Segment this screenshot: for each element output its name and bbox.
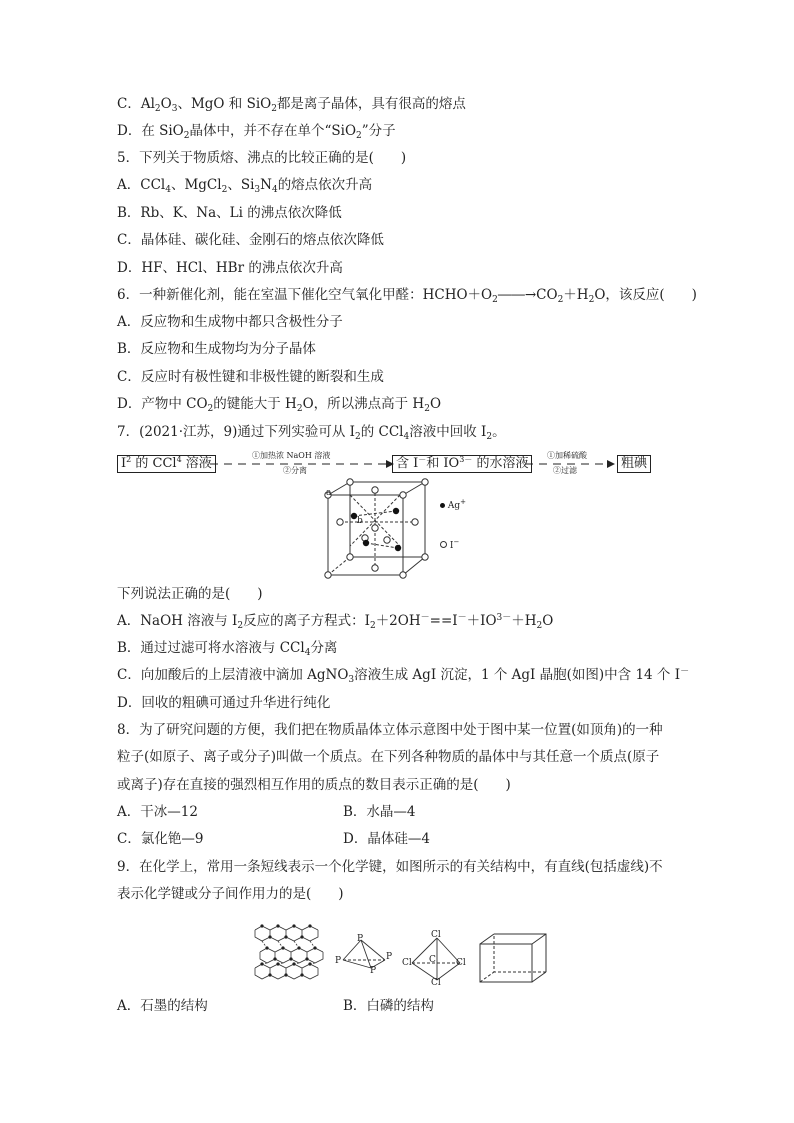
- p-label-left: P: [335, 956, 342, 966]
- graphite-structure-figure: [250, 922, 330, 982]
- cl-label-left: Cl: [402, 958, 412, 968]
- question-8-line-3: 或离子)存在直接的强烈相互作用的质点的数目表示正确的是( ): [117, 777, 511, 793]
- cube-figure: [476, 930, 551, 985]
- question-7-option-b: B．通过过滤可将水溶液与 CCl$_4$分离: [117, 640, 338, 658]
- question-5-option-c: C．晶体硅、碳化硅、金刚石的熔点依次降低: [117, 232, 384, 248]
- option-d-prev: D．在 SiO$_2$晶体中，并不存在单个“SiO$_2$”分子: [117, 123, 396, 141]
- flow-step2-top: ①加稀硫酸: [547, 451, 587, 460]
- question-8-option-a: A．干冰—12: [117, 804, 198, 820]
- cl-label-bottom: Cl: [431, 978, 441, 988]
- question-9-line-2: 表示化学键或分子间作用力的是( ): [117, 886, 344, 902]
- flow-box-middle: 含 I－和 $IO^{3-}$ 的水溶液: [392, 455, 532, 473]
- question-5: 5．下列关于物质熔、沸点的比较正确的是( ): [117, 150, 407, 166]
- question-8-line-2: 粒子(如原子、离子或分子)叫做一个质点。在下列各种物质的晶体中与其任意一个质点(原子: [117, 749, 660, 765]
- legend-i: I−: [440, 537, 459, 551]
- question-6-option-c: C．反应时有极性键和非极性键的断裂和生成: [117, 369, 384, 385]
- question-6: 6．一种新催化剂，能在室温下催化空气氧化甲醛：$HCHO+O_2――\to CO_2+H_2O$，该反应( ): [117, 287, 697, 305]
- crystal-label-b: b: [357, 516, 363, 526]
- c-label-center: C: [429, 955, 436, 965]
- question-7: 7．(2021·江苏，9)通过下列实验可从 $I_2$的 CCl$_4$溶液中回收 $I_2$。: [117, 424, 506, 442]
- question-7-stem: 下列说法正确的是( ): [117, 586, 263, 602]
- question-6-option-a: A．反应物和生成物中都只含极性分子: [117, 314, 343, 330]
- question-8-option-c: C．氯化铯—9: [117, 831, 204, 847]
- flow-step1-top: ①加热浓 NaOH 溶液: [252, 451, 331, 460]
- question-5-option-d: D．HF、HCl、HBr 的沸点依次升高: [117, 260, 343, 276]
- p-label-top: P: [357, 934, 364, 944]
- flow-box-end: 粗碘: [617, 455, 651, 473]
- question-8-option-d: D．晶体硅—4: [343, 831, 430, 847]
- question-8-option-b: B．水晶—4: [343, 804, 416, 820]
- agi-unit-cell-figure: [320, 478, 460, 583]
- p-label-right: P: [386, 952, 393, 962]
- question-6-option-d: D．产物中 $CO_2$的键能大于 $H_2O$，所以沸点高于 $H_2O$: [117, 396, 442, 414]
- question-5-option-a: A．CCl$_4$、MgCl$_2$、$Si_3N_4$的熔点依次升高: [117, 177, 373, 195]
- question-7-option-d: D．回收的粗碘可通过升华进行纯化: [117, 695, 331, 711]
- legend-ag: Ag+: [440, 497, 466, 511]
- flow-step2-bottom: ②过滤: [553, 466, 577, 475]
- flow-step1-bottom: ②分离: [283, 466, 307, 475]
- question-7-option-c: C．向加酸后的上层清液中滴加 AgNO$_3$溶液生成 AgI 沉淀，1 个 AgI 晶胞(如图)中含 14 个 I－: [117, 667, 690, 685]
- option-5c-prev: C．$Al_2O_3$、MgO 和 SiO$_2$都是离子晶体，具有很高的熔点: [117, 96, 466, 114]
- question-8-line-1: 8．为了研究问题的方便，我们把在物质晶体立体示意图中处于图中某一位置(如顶角)的一种: [117, 722, 663, 738]
- question-9-option-a: A．石墨的结构: [117, 998, 208, 1014]
- question-9-line-1: 9．在化学上，常用一条短线表示一个化学键，如图所示的有关结构中，有直线(包括虚线)不: [117, 859, 663, 875]
- cl-label-right: Cl: [456, 958, 466, 968]
- flow-box-start: $I^2$ 的 CCl$^4$ 溶液: [117, 455, 216, 473]
- question-6-option-b: B．反应物和生成物均为分子晶体: [117, 341, 316, 357]
- cl-label-top: Cl: [431, 930, 441, 940]
- question-5-option-b: B．Rb、K、Na、Li 的沸点依次降低: [117, 205, 342, 221]
- question-9-option-b: B．白磷的结构: [343, 998, 434, 1014]
- crystal-label-a: a: [326, 488, 332, 498]
- p-label-bottom: P: [370, 966, 377, 976]
- question-7-option-a: A．NaOH 溶液与 $I_2$反应的离子方程式：$I_2+2OH^-==I^-+IO^{3-}+H_2O$: [117, 613, 554, 631]
